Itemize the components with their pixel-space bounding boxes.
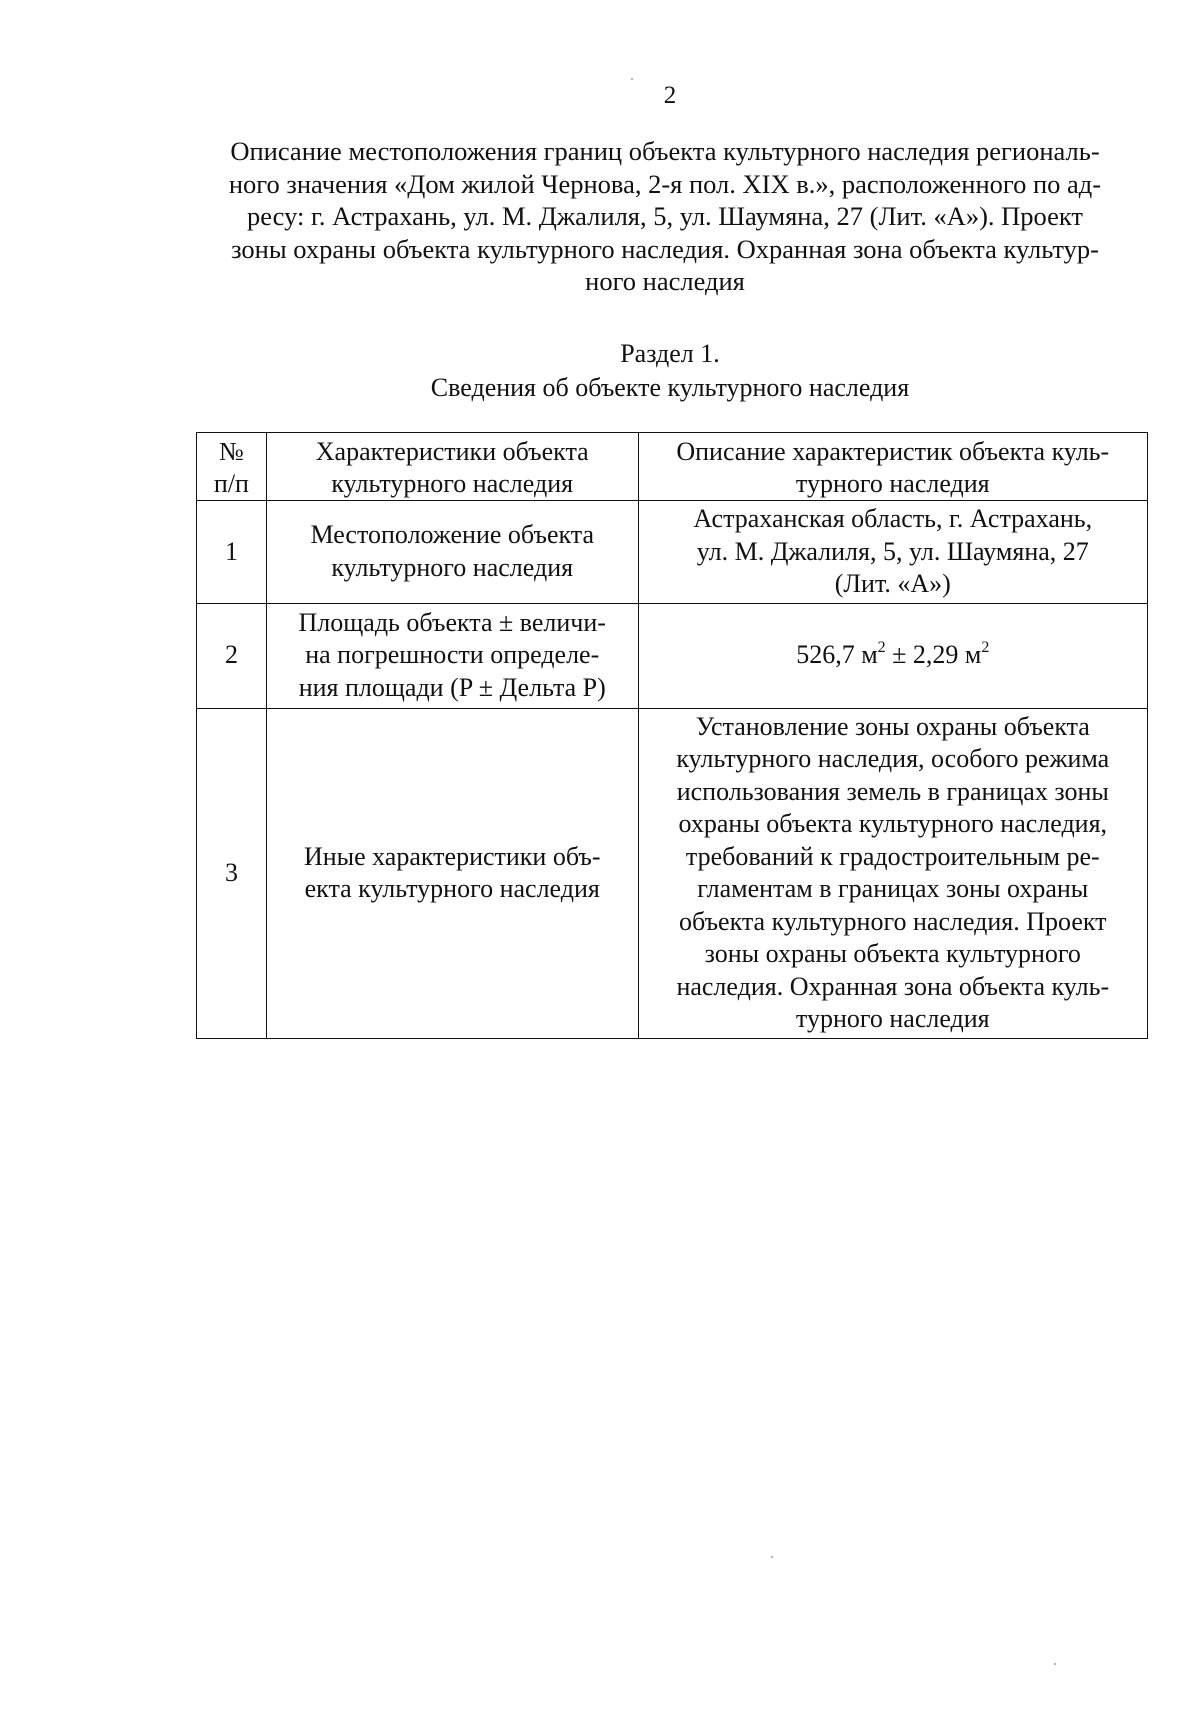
header-line: Характеристики объекта xyxy=(315,437,589,466)
table-row xyxy=(197,708,1148,1038)
cell-line: турного наследия xyxy=(795,1004,990,1033)
area-value: 526,7 м xyxy=(796,640,878,670)
row-characteristic xyxy=(266,603,638,708)
cell-line: зоны охраны объекта культурного xyxy=(704,939,1081,968)
area-exponent: 2 xyxy=(877,638,886,656)
cell-line: Иные характеристики объ- xyxy=(303,841,601,871)
cell-line: Местоположение объекта xyxy=(310,520,594,550)
title-line: ресу: г. Астрахань, ул. М. Джалиля, 5, ул. Шаумяна, 27 (Лит. «А»). Проект xyxy=(246,201,1083,231)
row-number: 3 xyxy=(197,708,267,1038)
plus-minus: ± xyxy=(885,640,913,670)
cell-line: наследия. Охранная зона объекта куль- xyxy=(676,971,1110,1001)
table-row xyxy=(197,603,1148,708)
cell-line: использования земель в границах зоны xyxy=(676,776,1109,806)
title-line: ного значения «Дом жилой Чернова, 2-я пол. XIX в.», расположенного по ад- xyxy=(228,168,1102,199)
cell-line: на погрешности определе- xyxy=(305,640,600,670)
header-characteristic xyxy=(266,433,638,501)
cell-line: Установление зоны охраны объекта xyxy=(695,711,1090,741)
heritage-info-table xyxy=(196,432,1148,1039)
header-line: турного наследия xyxy=(795,469,990,498)
cell-line: охраны объекта культурного наследия, xyxy=(678,809,1108,838)
document-title xyxy=(200,135,1130,298)
error-exponent: 2 xyxy=(981,638,990,656)
header-line: № xyxy=(219,437,244,466)
row-description xyxy=(638,708,1147,1038)
page-number: 2 xyxy=(663,82,677,109)
table-header-row xyxy=(197,433,1148,501)
section-heading xyxy=(380,337,960,405)
header-line: Описание характеристик объекта куль- xyxy=(676,437,1110,466)
cell-line: Площадь объекта ± величи- xyxy=(298,607,606,637)
cell-line: екта культурного наследия xyxy=(304,874,600,903)
row-number: 2 xyxy=(197,603,267,708)
scan-speck xyxy=(1054,1663,1056,1665)
header-number xyxy=(197,433,267,501)
cell-line: ния площади (P ± Дельта P) xyxy=(298,672,606,702)
section-label: Раздел 1. xyxy=(620,339,720,368)
title-line: ного наследия xyxy=(585,266,745,296)
cell-line: (Лит. «А») xyxy=(834,569,951,598)
table-row xyxy=(197,501,1148,604)
title-line: Описание местоположения границ объекта культурного наследия региональ- xyxy=(230,136,1100,166)
cell-line: гламентам в границах зоны охраны xyxy=(697,874,1089,903)
cell-line: Астраханская область, г. Астрахань, xyxy=(693,504,1093,533)
row-number: 1 xyxy=(197,501,267,604)
header-line: культурного наследия xyxy=(331,469,574,498)
header-line: п/п xyxy=(213,469,249,498)
cell-line: ул. М. Джалиля, 5, ул. Шаумяна, 27 xyxy=(696,536,1089,566)
row-description xyxy=(638,501,1147,604)
title-line: зоны охраны объекта культурного наследия. Охранная зона объекта культур- xyxy=(231,233,1099,264)
row-characteristic xyxy=(266,501,638,604)
cell-line: требований к градостроительным ре- xyxy=(685,841,1100,871)
section-title: Сведения об объекте культурного наследия xyxy=(430,373,910,402)
scan-speck xyxy=(771,1556,773,1558)
cell-line: культурного наследия, особого режима xyxy=(676,744,1110,773)
row-characteristic xyxy=(266,708,638,1038)
scan-speck xyxy=(631,78,633,80)
error-value: 2,29 м xyxy=(912,640,982,670)
cell-line: объекта культурного наследия. Проект xyxy=(679,906,1107,936)
cell-line: культурного наследия xyxy=(331,552,574,582)
row-description xyxy=(638,603,1147,708)
header-description xyxy=(638,433,1147,501)
